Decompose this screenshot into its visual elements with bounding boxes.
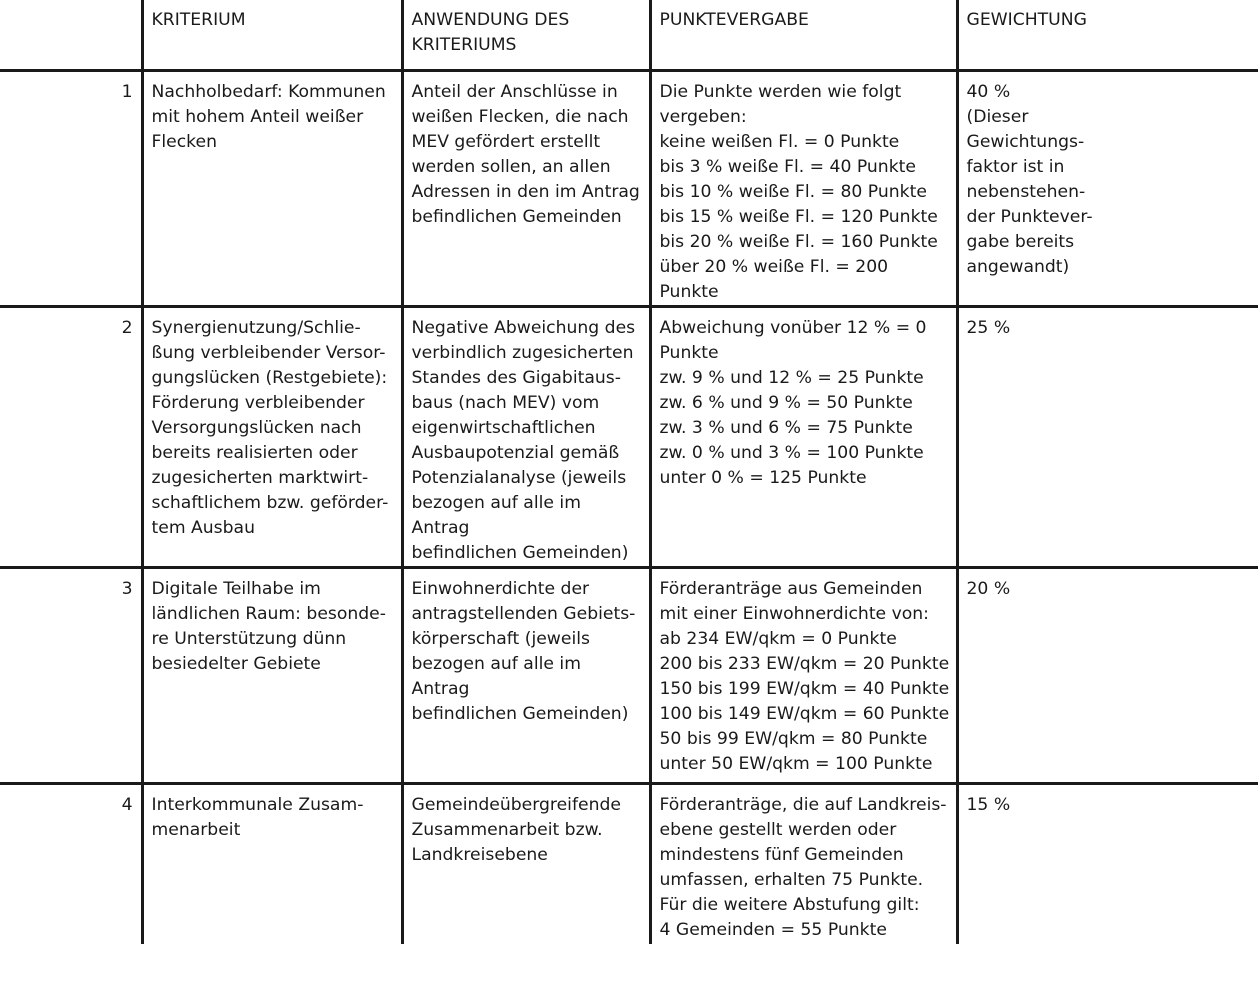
header-weighting: GEWICHTUNG	[957, 0, 1258, 71]
bottom-margin	[0, 944, 1258, 1008]
points-cell: Förderanträge aus Gemeinden mit einer Einwohnerdichte von: ab 234 EW/qkm = 0 Punkte 200 bis 233 EW/qkm = 20 Punkte 150 bis 199 EW/qkm = 40 Punkte 100 bis 149 EW/qkm = 60 Punkte 50 bis 99 EW/qkm = 80 Punkte unter 50 EW/qkm = 100 Punkte	[650, 568, 957, 784]
row-number: 2	[0, 307, 142, 568]
weighting-cell: 25 %	[957, 307, 1258, 568]
header-number	[0, 0, 142, 71]
table-row	[0, 568, 1258, 784]
table-header-row	[0, 0, 1258, 71]
application-cell: Gemeindeübergreifende Zusammenarbeit bzw. Landkreisebene	[402, 784, 650, 1002]
application-cell: Negative Abweichung des verbindlich zugesicherten Standes des Gigabitaus- baus (nach MEV) vom eigenwirtschaftlichen Ausbaupotenzial gemäß Potenzialanalyse (jeweils bezogen auf alle im Antrag befindlichen Gemeinden)	[402, 307, 650, 568]
application-cell: Einwohnerdichte der antragstellenden Gebiets- körperschaft (jeweils bezogen auf alle im Antrag befindlichen Gemeinden)	[402, 568, 650, 784]
points-cell: Die Punkte werden wie folgt vergeben: keine weißen Fl. = 0 Punkte bis 3 % weiße Fl. = 40 Punkte bis 10 % weiße Fl. = 80 Punkte bis 15 % weiße Fl. = 120 Punkte bis 20 % weiße Fl. = 160 Punkte über 20 % weiße Fl. = 200 Punkte	[650, 71, 957, 307]
criterion-cell: Nachholbedarf: Kommunen mit hohem Anteil weißer Flecken	[142, 71, 402, 307]
points-cell: Förderanträge, die auf Landkreis- ebene gestellt werden oder mindestens fünf Gemeinden umfassen, erhalten 75 Punkte. Für die weitere Abstufung gilt: 4 Gemeinden = 55 Punkte	[650, 784, 957, 1002]
application-cell: Anteil der Anschlüsse in weißen Flecken, die nach MEV gefördert erstellt werden sollen, an allen Adressen in den im Antrag befindlichen Gemeinden	[402, 71, 650, 307]
table-row	[0, 307, 1258, 568]
row-number: 4	[121, 795, 133, 815]
criterion-cell: Digitale Teilhabe im ländlichen Raum: besonde- re Unterstützung dünn besiedelter Gebiete	[142, 568, 402, 784]
criterion-cell: Interkommunale Zusam- menarbeit	[142, 784, 402, 1002]
criterion-cell: Synergienutzung/Schlie- ßung verbleibender Versor- gungslücken (Restgebiete): Förderung verbleibender Versorgungslücken nach bereits realisierten oder zugesicherten marktwirt- schaftlichem bzw. geförder- tem Ausbau	[142, 307, 402, 568]
weighting-cell: 40 % (Dieser Gewichtungs- faktor ist in nebenstehen- der Punktever- gabe bereits angewandt)	[957, 71, 1258, 307]
header-points: PUNKTEVERGABE	[650, 0, 957, 71]
header-application: ANWENDUNG DES KRITERIUMS	[402, 0, 650, 71]
row-number: 1	[0, 71, 142, 307]
table-row	[0, 71, 1258, 307]
row-number: 3	[0, 568, 142, 784]
weighting-cell: 15 %	[957, 784, 1258, 1002]
points-cell: Abweichung vonüber 12 % = 0 Punkte zw. 9 % und 12 % = 25 Punkte zw. 6 % und 9 % = 50 Punkte zw. 3 % und 6 % = 75 Punkte zw. 0 % und 3 % = 100 Punkte unter 0 % = 125 Punkte	[650, 307, 957, 568]
weighting-cell: 20 %	[957, 568, 1258, 784]
header-criterion: KRITERIUM	[142, 0, 402, 71]
